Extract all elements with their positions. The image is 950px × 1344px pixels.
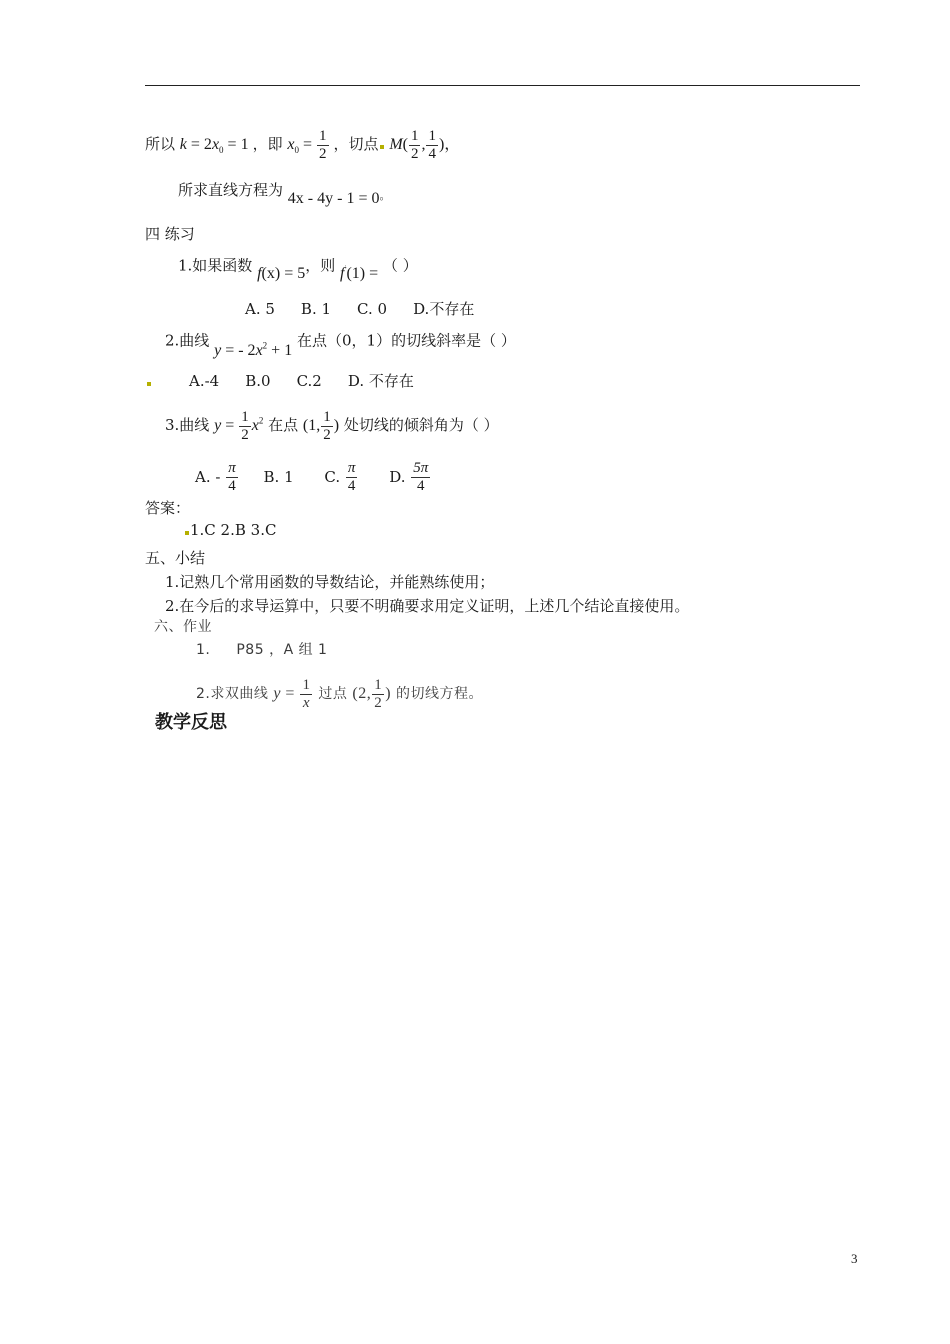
option-d: D. 不存在 <box>347 372 414 390</box>
fraction <box>346 460 358 495</box>
denominator: x <box>302 695 311 711</box>
option-a: A.-4 <box>189 372 220 390</box>
denominator: 4 <box>411 477 430 495</box>
subscript: 0 <box>219 145 224 156</box>
numerator: 1 <box>302 677 311 693</box>
option-c <box>324 460 358 494</box>
question-2-options <box>146 371 440 391</box>
var-f: f <box>340 265 345 283</box>
numerator: 1 <box>323 409 331 425</box>
option-b: B.0 <box>245 372 271 390</box>
question-3 <box>165 409 499 444</box>
denominator: 2 <box>410 146 419 162</box>
var-k: k <box>179 136 187 154</box>
text: 所以 <box>145 135 176 154</box>
fraction <box>372 677 384 712</box>
equation-f1 <box>340 265 378 282</box>
equation-x0 <box>287 128 333 162</box>
homework-item-1 <box>196 640 327 660</box>
numerator: 5π <box>413 460 429 476</box>
fraction <box>300 677 312 712</box>
question-3-options <box>195 460 431 495</box>
eq: = 2 <box>186 136 212 154</box>
var-x: x <box>211 136 220 154</box>
text: 在点 <box>268 416 299 435</box>
fraction <box>239 409 251 444</box>
text: 处切线的倾斜角为（ ） <box>343 416 499 435</box>
answers-label: 答案： <box>145 499 191 517</box>
text: 过点 <box>318 686 348 703</box>
option-d <box>389 460 431 494</box>
fraction <box>226 460 238 495</box>
text: 1.如果函数 <box>178 256 253 275</box>
var-M: M <box>389 136 403 154</box>
number: 1. <box>196 642 211 658</box>
text: ，切点 <box>333 135 379 154</box>
label: C. <box>324 467 341 486</box>
var-f: f <box>257 265 262 283</box>
answers-values: 1.C 2.B 3.C <box>190 521 277 539</box>
expr: (x) = 5 <box>261 265 306 283</box>
question-2 <box>165 326 516 360</box>
option-d: D.不存在 <box>413 300 475 318</box>
option-c: C.2 <box>296 372 322 390</box>
text: 2.求双曲线 <box>196 686 269 703</box>
numerator: π <box>347 460 356 476</box>
summary-item-1: 1.记熟几个常用函数的导数结论，并能熟练使用； <box>165 573 495 591</box>
question-1 <box>178 251 418 283</box>
var-x: x <box>255 342 263 360</box>
comma: , <box>421 136 426 154</box>
var-x: x <box>287 136 295 154</box>
equation-k <box>179 136 253 156</box>
expr: = - 2 <box>221 342 256 360</box>
point <box>302 409 340 443</box>
numerator: 1 <box>374 677 383 693</box>
text: 在点（0，1）的切线斜率是（ ） <box>296 331 516 350</box>
equation-fx <box>257 265 305 282</box>
text: 所求直线方程为 <box>178 181 284 199</box>
fraction <box>317 128 329 163</box>
derivation-line-2 <box>178 180 391 207</box>
var-y: y <box>214 417 222 435</box>
option-b: B. 1 <box>300 300 332 318</box>
fraction <box>411 460 430 495</box>
equation-hyperbola <box>273 677 313 711</box>
expr: + 1 <box>267 342 293 360</box>
paren: ) <box>385 685 392 703</box>
artifact-mark <box>147 382 151 386</box>
text: P85 ，A 组 1 <box>236 642 328 658</box>
equation-curve <box>214 342 292 359</box>
answer-blank: （ ） <box>382 256 418 275</box>
var-y: y <box>273 685 281 703</box>
question-1-options <box>245 299 500 319</box>
derivation-line-1 <box>145 128 460 163</box>
point <box>352 677 392 711</box>
fraction <box>321 409 333 444</box>
option-a: A. 5 <box>245 300 275 318</box>
paren: ( <box>402 136 408 154</box>
answers-line <box>184 520 276 540</box>
numerator: 1 <box>241 409 249 425</box>
label: D. <box>389 467 406 486</box>
expr: (1) = <box>346 265 379 283</box>
denominator: 4 <box>428 146 436 162</box>
artifact-mark <box>185 531 189 535</box>
fraction <box>409 128 421 163</box>
section-heading-summary: 五、小结 <box>145 549 206 567</box>
header-rule <box>145 85 860 86</box>
denominator: 2 <box>374 695 383 711</box>
numerator: 1 <box>428 128 436 144</box>
expr: = <box>221 417 235 435</box>
denominator: 2 <box>319 146 327 162</box>
option-b: B. 1 <box>263 467 294 486</box>
text: 3.曲线 <box>165 416 210 435</box>
text: ，即 <box>252 135 283 154</box>
numerator: 1 <box>410 128 419 144</box>
artifact-mark <box>380 145 384 149</box>
period: 。 <box>379 190 391 202</box>
text: ，则 <box>305 256 336 275</box>
subscript: 0 <box>294 145 299 156</box>
equation-line: 4x - 4y - 1 = 0 <box>287 190 380 207</box>
var-x: x <box>251 417 259 435</box>
section-heading-practice: 四 练习 <box>145 225 195 243</box>
option-c: C. 0 <box>357 300 388 318</box>
section-heading-homework: 六、作业 <box>154 619 212 635</box>
paren: ) <box>333 417 340 435</box>
paren: (2, <box>352 685 372 703</box>
fraction <box>426 128 438 163</box>
paren: )， <box>438 136 461 154</box>
denominator: 2 <box>323 427 331 443</box>
paren: (1, <box>302 417 321 435</box>
text: 的切线方程。 <box>395 686 483 703</box>
text: 2.曲线 <box>165 331 210 350</box>
label: A. - <box>195 467 221 486</box>
numerator: 1 <box>319 128 327 144</box>
expr: = <box>280 685 295 703</box>
eq: = 1 <box>223 136 249 154</box>
denominator: 4 <box>346 477 358 495</box>
numerator: π <box>228 460 236 476</box>
summary-item-2: 2.在今后的求导运算中，只要不明确要求用定义证明，上述几个结论直接使用。 <box>165 597 690 615</box>
denominator: 4 <box>226 477 238 495</box>
point-M <box>389 128 461 162</box>
var-y: y <box>214 342 222 360</box>
option-a <box>195 460 239 494</box>
prime: ′ <box>344 264 347 274</box>
page-number: 3 <box>851 1251 858 1266</box>
eq: = <box>298 136 313 154</box>
superscript: 2 <box>258 415 264 426</box>
denominator: 2 <box>241 427 249 443</box>
homework-item-2 <box>196 677 483 712</box>
section-heading-reflection: 教学反思 <box>155 712 227 733</box>
superscript: 2 <box>262 341 268 351</box>
equation-parabola <box>214 409 264 443</box>
